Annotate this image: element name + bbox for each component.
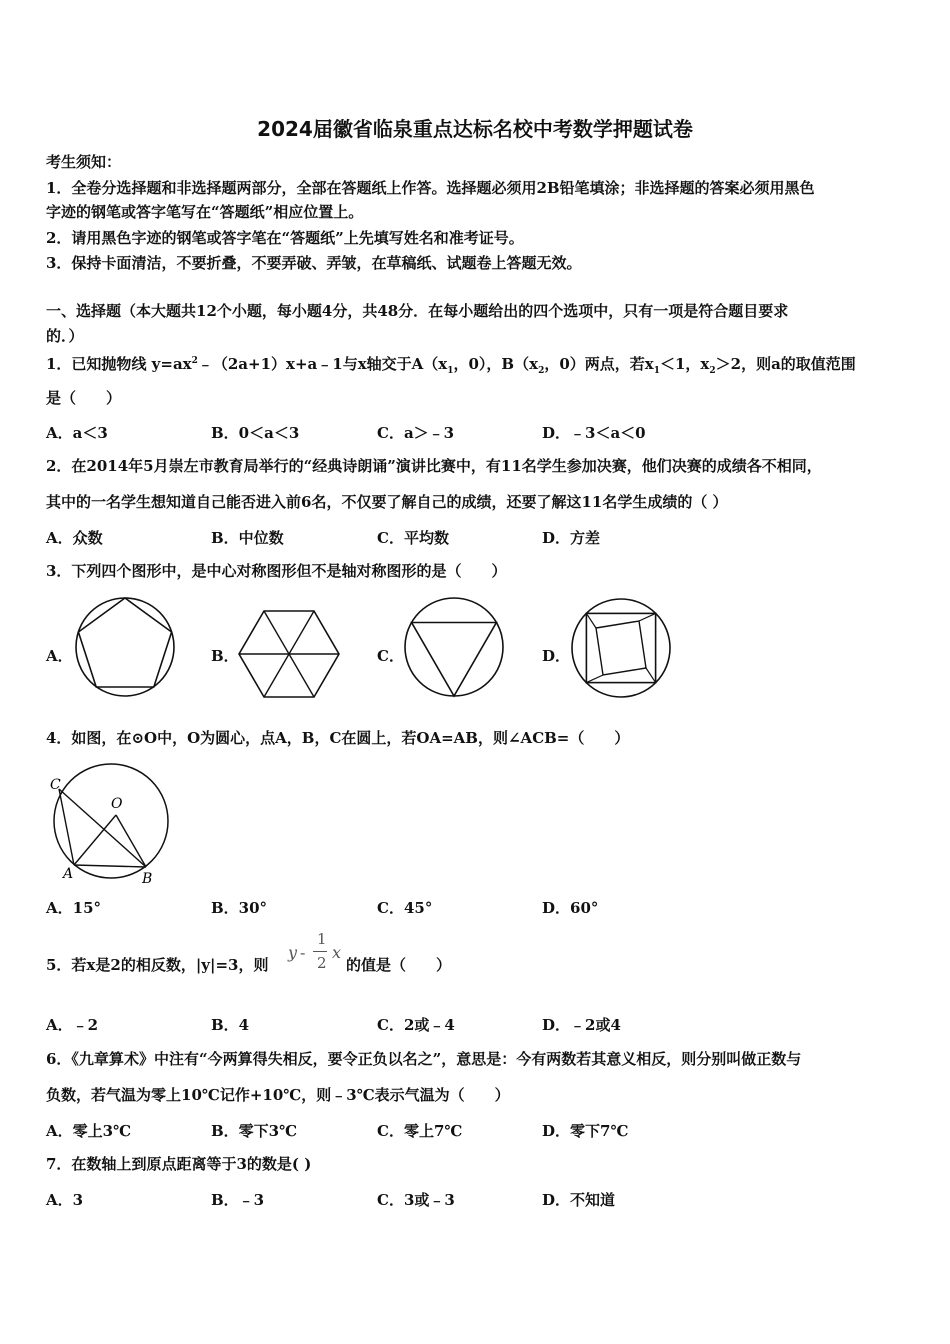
q6-stem-cont: 负数，若气温为零上10℃记作+10℃，则﹣3℃表示气温为（ ） bbox=[46, 1086, 510, 1104]
q4-option-a[interactable]: A．15° bbox=[46, 899, 102, 917]
notice-item: 字迹的钢笔或答字笔写在“答题纸”相应位置上。 bbox=[46, 203, 364, 221]
notice-item: 1．全卷分选择题和非选择题两部分，全部在答题纸上作答。选择题必须用2B铅笔填涂；非选择题的答案必须用黑色 bbox=[46, 179, 815, 197]
q5-option-d[interactable]: D．﹣2或4 bbox=[542, 1016, 621, 1034]
q7-stem: 7．在数轴上到原点距离等于3的数是( ) bbox=[46, 1155, 312, 1173]
q2-option-b[interactable]: B．中位数 bbox=[211, 529, 284, 547]
q7-option-b[interactable]: B．﹣3 bbox=[211, 1191, 265, 1209]
notice-item: 3．保持卡面清洁，不要折叠，不要弄破、弄皱，在草稿纸、试题卷上答题无效。 bbox=[46, 254, 582, 272]
q6-option-d[interactable]: D．零下7℃ bbox=[542, 1122, 629, 1140]
point-label-b: B bbox=[142, 871, 153, 887]
triangle-in-circle-figure bbox=[402, 595, 506, 699]
q4-option-d[interactable]: D．60° bbox=[542, 899, 599, 917]
point-label-c: C bbox=[50, 777, 61, 793]
circle-figure-q4 bbox=[45, 760, 177, 888]
q2-stem: 2．在2014年5月崇左市教育局举行的“经典诗朗诵”演讲比赛中，有11名学生参加决赛，他们决赛的成绩各不相同， bbox=[46, 457, 822, 475]
q5-option-a[interactable]: A．﹣2 bbox=[46, 1016, 99, 1034]
q3-option-b[interactable]: B． bbox=[211, 647, 239, 665]
q2-option-d[interactable]: D．方差 bbox=[542, 529, 601, 547]
q7-option-a[interactable]: A．3 bbox=[46, 1191, 84, 1209]
section-heading: 一、选择题（本大题共12个小题，每小题4分，共48分．在每小题给出的四个选项中，只有一项是符合题目要求 bbox=[46, 302, 789, 320]
q6-option-a[interactable]: A．零上3℃ bbox=[46, 1122, 132, 1140]
q6-option-c[interactable]: C．零上7℃ bbox=[377, 1122, 463, 1140]
q2-option-a[interactable]: A．众数 bbox=[46, 529, 103, 547]
squares-in-circle-figure bbox=[569, 596, 673, 700]
q1-option-c[interactable]: C．a＞﹣3 bbox=[377, 424, 455, 442]
q3-option-d[interactable]: D． bbox=[542, 647, 571, 665]
q3-stem: 3．下列四个图形中，是中心对称图形但不是轴对称图形的是（ ） bbox=[46, 562, 507, 580]
q6-option-b[interactable]: B．零下3℃ bbox=[211, 1122, 298, 1140]
q4-option-c[interactable]: C．45° bbox=[377, 899, 433, 917]
point-label-o: O bbox=[111, 796, 123, 812]
q7-option-c[interactable]: C．3或﹣3 bbox=[377, 1191, 455, 1209]
q5-stem-end: 的值是（ ） bbox=[346, 956, 452, 974]
q1-option-a[interactable]: A．a＜3 bbox=[46, 424, 108, 442]
pentagon-in-circle-figure bbox=[72, 595, 178, 699]
q3-option-c[interactable]: C． bbox=[377, 647, 404, 665]
q2-option-c[interactable]: C．平均数 bbox=[377, 529, 449, 547]
hexagon-figure bbox=[236, 608, 342, 700]
q5-option-b[interactable]: B．4 bbox=[211, 1016, 250, 1034]
q5-option-c[interactable]: C．2或﹣4 bbox=[377, 1016, 455, 1034]
q1-option-d[interactable]: D．﹣3＜a＜0 bbox=[542, 424, 646, 442]
q1-stem-cont: 是（ ） bbox=[46, 389, 122, 407]
section-heading-cont: 的．） bbox=[46, 327, 84, 345]
q4-stem: 4．如图，在⊙O中，O为圆心，点A，B，C在圆上，若OA=AB，则∠ACB=（ ） bbox=[46, 729, 630, 747]
q2-stem-cont: 其中的一名学生想知道自己能否进入前6名，不仅要了解自己的成绩，还要了解这11名学生成绩的（ ） bbox=[46, 493, 728, 511]
q1-option-b[interactable]: B．0＜a＜3 bbox=[211, 424, 300, 442]
q1-stem: 1．已知抛物线 $y=ax^2﹣(2a+1)x+a﹣1$与x轴交于$A(x_1$，0），$B(x_2$，0）两点，若$x_1<1$，$x_2>2$，则a的取值范围 bbox=[46, 355, 856, 376]
q4-option-b[interactable]: B．30° bbox=[211, 899, 268, 917]
q5-stem-start: 5．若x是2的相反数，|y|=3，则 bbox=[46, 956, 269, 974]
q3-option-a[interactable]: A． bbox=[46, 647, 73, 665]
notice-item: 2．请用黑色字迹的钢笔或答字笔在“答题纸”上先填写姓名和准考证号。 bbox=[46, 229, 524, 247]
notice-header: 考生须知： bbox=[46, 153, 122, 171]
q5-expression: y - 1 2 x bbox=[288, 930, 342, 972]
page-title: 2024届徽省临泉重点达标名校中考数学押题试卷 bbox=[257, 117, 693, 141]
point-label-a: A bbox=[63, 866, 74, 882]
q6-stem: 6．《九章算术》中注有“今两算得失相反，要令正负以名之”，意思是：今有两数若其意义相反，则分别叫做正数与 bbox=[46, 1050, 802, 1068]
q7-option-d[interactable]: D．不知道 bbox=[542, 1191, 616, 1209]
